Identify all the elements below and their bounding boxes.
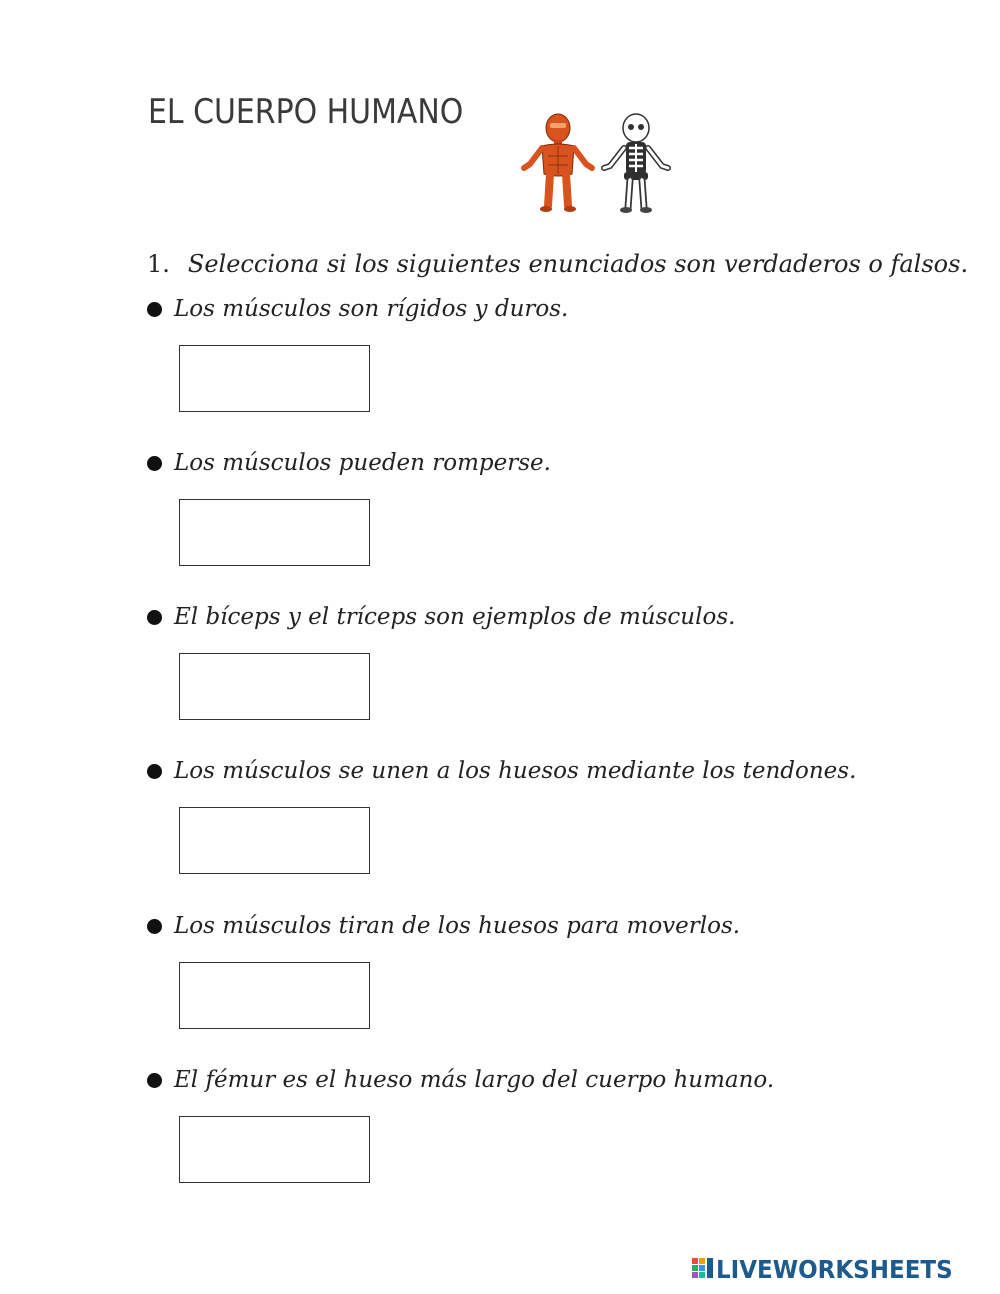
answer-box[interactable] bbox=[179, 1116, 370, 1183]
statement-text: El fémur es el hueso más largo del cuerpo humano. bbox=[174, 1067, 775, 1093]
instruction-text: Selecciona si los siguientes enunciados son verdaderos o falsos. bbox=[187, 250, 969, 278]
statement-item bbox=[147, 600, 907, 634]
answer-box[interactable] bbox=[179, 807, 370, 874]
bullet-icon bbox=[147, 610, 162, 625]
answer-box[interactable] bbox=[179, 499, 370, 566]
statement-item bbox=[147, 1063, 907, 1097]
answer-box[interactable] bbox=[179, 345, 370, 412]
statement-row bbox=[147, 754, 907, 788]
statement-item bbox=[147, 909, 907, 943]
page-title: EL CUERPO HUMANO bbox=[148, 92, 464, 132]
statement-row bbox=[147, 1063, 907, 1097]
statement-text: Los músculos tiran de los huesos para moverlos. bbox=[174, 913, 741, 939]
statement-row bbox=[147, 600, 907, 634]
bullet-icon bbox=[147, 764, 162, 779]
statement-text: El bíceps y el tríceps son ejemplos de músculos. bbox=[174, 604, 736, 630]
bullet-icon bbox=[147, 456, 162, 471]
bullet-icon bbox=[147, 1073, 162, 1088]
statement-text: Los músculos pueden romperse. bbox=[174, 450, 551, 476]
body-figures-illustration bbox=[516, 110, 680, 214]
answer-box[interactable] bbox=[179, 962, 370, 1029]
bullet-icon bbox=[147, 919, 162, 934]
skeleton-figure-icon bbox=[604, 114, 668, 213]
instruction-number: 1. bbox=[147, 250, 170, 278]
statement-text: Los músculos son rígidos y duros. bbox=[174, 296, 569, 322]
statement-row bbox=[147, 446, 907, 480]
brand-text: LIVEWORKSHEETS bbox=[716, 1254, 953, 1284]
liveworksheets-logo-icon bbox=[692, 1256, 714, 1282]
liveworksheets-brand[interactable] bbox=[692, 1254, 973, 1284]
statement-row bbox=[147, 909, 907, 943]
bullet-icon bbox=[147, 302, 162, 317]
statement-item bbox=[147, 754, 907, 788]
statement-row bbox=[147, 292, 907, 326]
answer-box[interactable] bbox=[179, 653, 370, 720]
instruction bbox=[147, 250, 968, 278]
statement-item bbox=[147, 292, 907, 326]
muscle-figure-icon bbox=[524, 114, 592, 212]
statement-item bbox=[147, 446, 907, 480]
statement-text: Los músculos se unen a los huesos mediante los tendones. bbox=[174, 758, 857, 784]
